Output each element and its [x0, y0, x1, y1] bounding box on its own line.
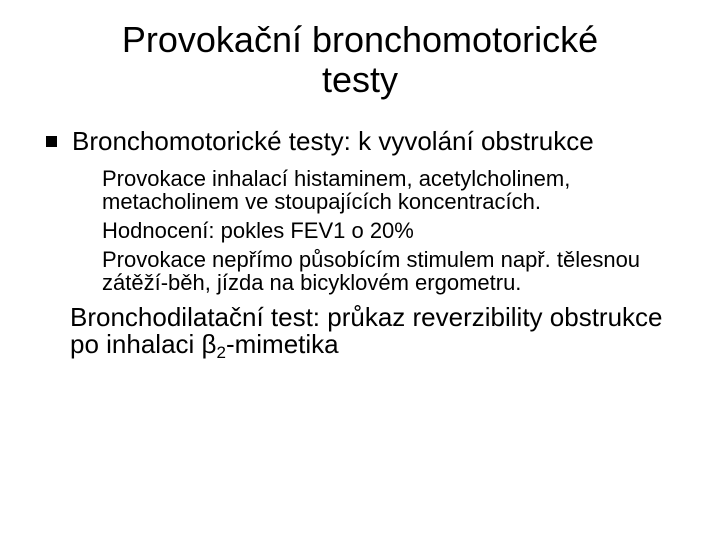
- bullet-item-bronchomotor-tests: [46, 128, 686, 155]
- title-line-2: testy: [321, 59, 399, 100]
- bullet-text: Bronchomotorické testy: k vyvolání obstrukce: [72, 126, 594, 156]
- bronchodilation-text: Bronchodilatační test: průkaz reverzibility obstrukce po inhalaci β: [70, 302, 663, 359]
- beta-subscript: 2: [216, 343, 226, 362]
- square-bullet-icon: [46, 136, 57, 147]
- sub-item-evaluation: Hodnocení: pokles FEV1 o 20%: [102, 218, 414, 243]
- slide-title: [40, 20, 680, 100]
- bronchodilation-text-end: -mimetika: [225, 329, 339, 359]
- title-line-1: Provokační bronchomotorické: [121, 19, 599, 60]
- sub-item-indirect-stimulus: Provokace nepřímo působícím stimulem např. tělesnou zátěží-běh, jízda na bicyklovém ergometru.: [102, 247, 641, 295]
- sub-item-list: [46, 167, 686, 294]
- slide-body: [46, 126, 686, 362]
- bronchodilation-test-item: [46, 302, 686, 362]
- sub-item-provocation-inhalation: Provokace inhalací histaminem, acetylcholinem, metacholinem ve stoupajících koncentracích.: [102, 166, 571, 214]
